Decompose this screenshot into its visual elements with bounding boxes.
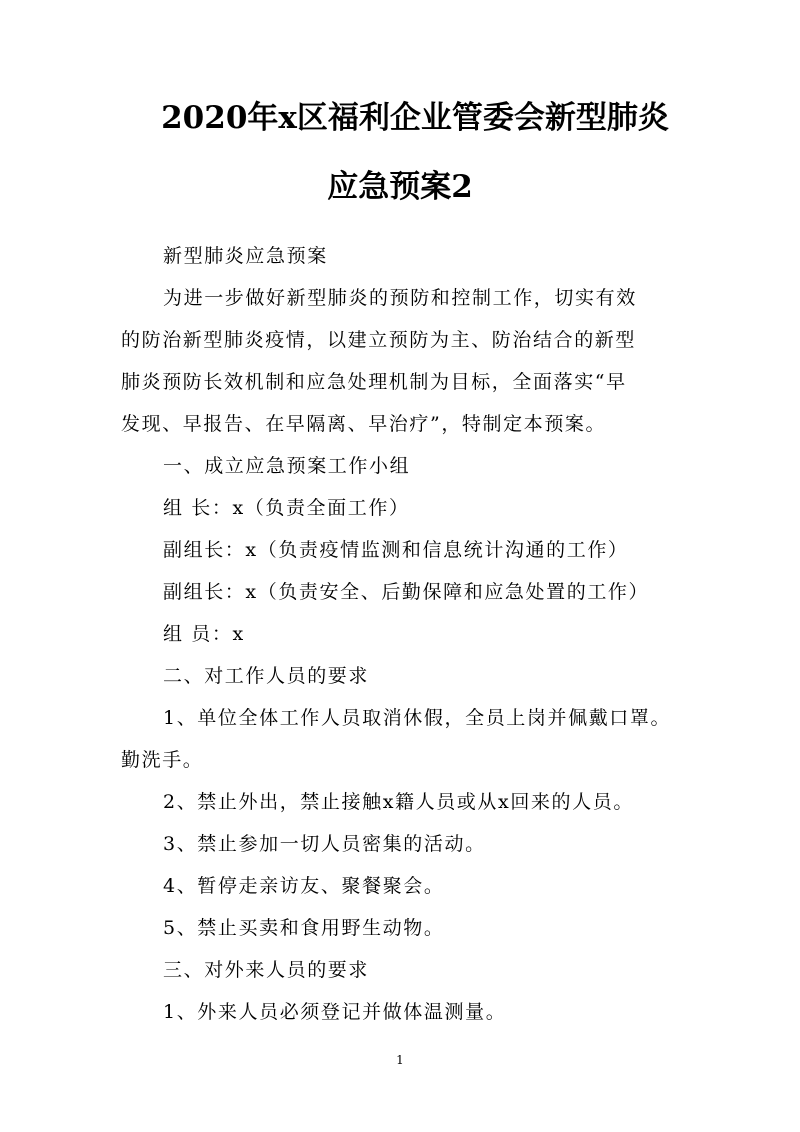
team-member-line: 组 长：x（负责全面工作）: [163, 497, 410, 519]
requirement-item: 3、禁止参加一切人员密集的活动。: [163, 833, 486, 855]
document-title-line-2: 应急预案2: [327, 169, 473, 205]
requirement-item-continued: 勤洗手。: [121, 749, 204, 771]
section-heading: 一、成立应急预案工作小组: [163, 455, 411, 477]
page-number: 1: [396, 1053, 404, 1067]
requirement-item: 4、暂停走亲访友、聚餐聚会。: [163, 875, 445, 897]
requirement-item: 2、禁止外出，禁止接触x籍人员或从x回来的人员。: [163, 791, 634, 813]
section-heading: 三、对外来人员的要求: [163, 959, 370, 981]
section-heading: 二、对工作人员的要求: [163, 665, 370, 687]
requirement-item: 1、单位全体工作人员取消休假，全员上岗并佩戴口罩。: [163, 707, 672, 729]
team-member-line: 副组长：x（负责安全、后勤保障和应急处置的工作）: [163, 581, 650, 603]
paragraph-line: 肺炎预防长效机制和应急处理机制为目标，全面落实“早: [121, 371, 627, 393]
requirement-item: 5、禁止买卖和食用野生动物。: [163, 917, 445, 939]
team-member-line: 副组长：x（负责疫情监测和信息统计沟通的工作）: [163, 539, 629, 561]
paragraph-line: 的防治新型肺炎疫情，以建立预防为主、防治结合的新型: [121, 329, 637, 351]
document-title-line-1: 2020年x区福利企业管委会新型肺炎: [161, 100, 669, 136]
paragraph-line: 发现、早报告、在早隔离、早治疗”，特制定本预案。: [121, 413, 607, 435]
requirement-item: 1、外来人员必须登记并做体温测量。: [163, 1001, 507, 1023]
team-member-line: 组 员：x: [163, 623, 245, 645]
section-heading: 新型肺炎应急预案: [163, 245, 328, 267]
paragraph-line: 为进一步做好新型肺炎的预防和控制工作，切实有效: [163, 287, 637, 309]
